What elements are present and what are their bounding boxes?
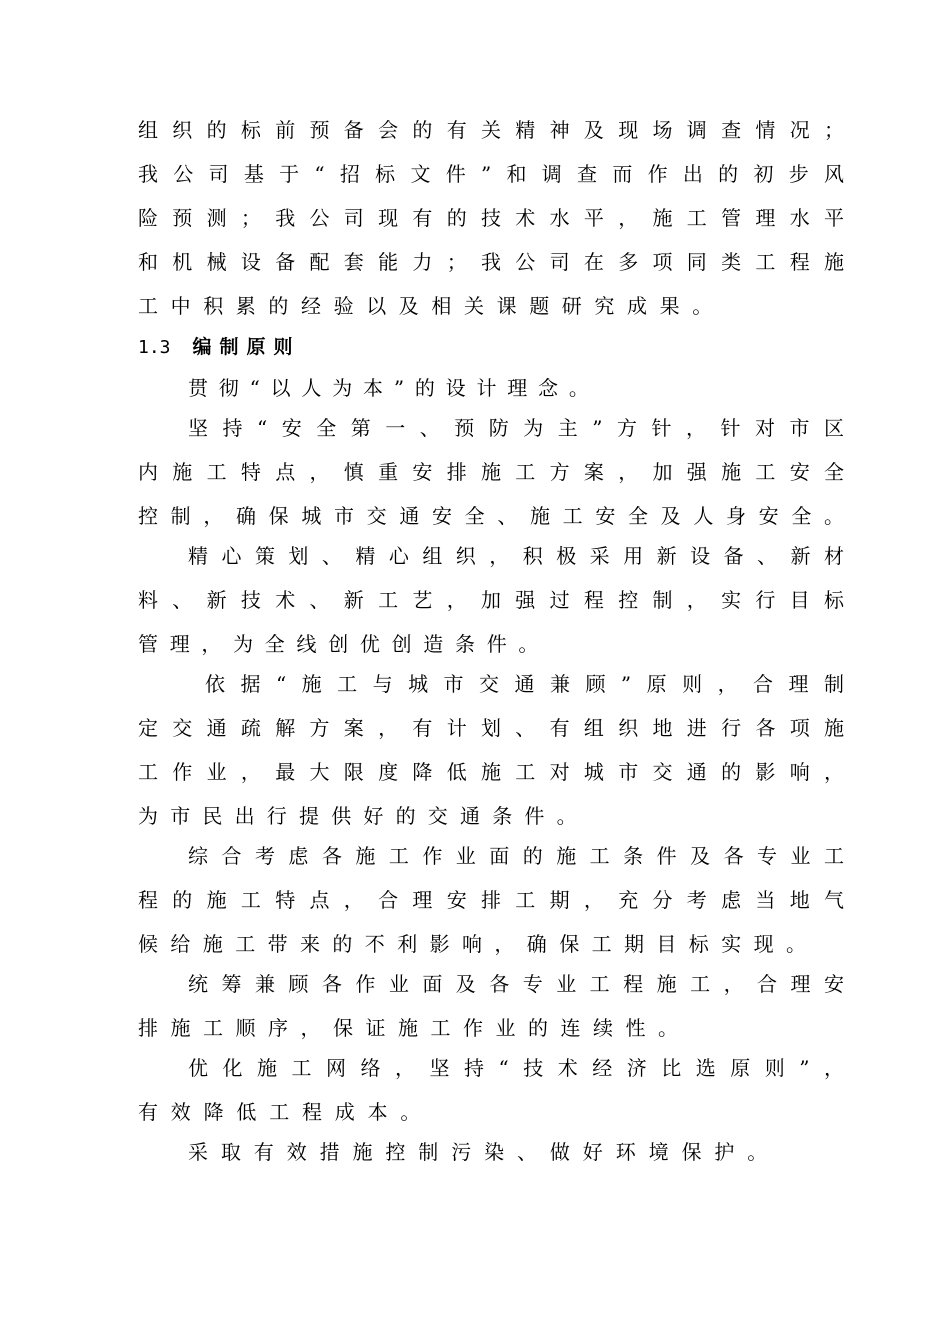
paragraph-line: 精心策划、精心组织，积极采用新设备、新材 bbox=[188, 544, 844, 568]
section-heading bbox=[138, 332, 301, 362]
paragraph-line: 控制，确保城市交通安全、施工安全及人身安全。 bbox=[138, 504, 844, 528]
paragraph-line: 工作业，最大限度降低施工对城市交通的影响， bbox=[138, 760, 844, 784]
section-title: 编制原则 bbox=[192, 336, 301, 358]
text-line: 我公司基于“招标文件”和调查而作出的初步风 bbox=[138, 162, 844, 186]
paragraph-line: 贯彻“以人为本”的设计理念。 bbox=[188, 376, 600, 400]
paragraph-line: 内施工特点，慎重安排施工方案，加强施工安全 bbox=[138, 460, 844, 484]
text-line: 工中积累的经验以及相关课题研究成果。 bbox=[138, 294, 725, 318]
paragraph-line: 定交通疏解方案，有计划、有组织地进行各项施 bbox=[138, 716, 844, 740]
paragraph-line: 为市民出行提供好的交通条件。 bbox=[138, 804, 589, 828]
paragraph-line: 优化施工网络，坚持“技术经济比选原则”， bbox=[188, 1056, 844, 1080]
paragraph-line: 程的施工特点，合理安排工期，充分考虑当地气 bbox=[138, 888, 844, 912]
paragraph-line: 综合考虑各施工作业面的施工条件及各专业工 bbox=[188, 844, 844, 868]
text-line: 组织的标前预备会的有关精神及现场调查情况； bbox=[138, 118, 844, 142]
paragraph-line: 统筹兼顾各作业面及各专业工程施工，合理安 bbox=[188, 972, 844, 996]
paragraph-line: 料、新技术、新工艺，加强过程控制，实行目标 bbox=[138, 588, 844, 612]
paragraph-line: 候给施工带来的不利影响，确保工期目标实现。 bbox=[138, 932, 819, 956]
section-number: 1.3 bbox=[138, 337, 171, 358]
paragraph-line: 管理，为全线创优创造条件。 bbox=[138, 632, 551, 656]
paragraph-line: 有效降低工程成本。 bbox=[138, 1100, 434, 1124]
text-line: 险预测；我公司现有的技术水平，施工管理水平 bbox=[138, 206, 844, 230]
text-line: 和机械设备配套能力；我公司在多项同类工程施 bbox=[138, 250, 844, 274]
paragraph-line: 采取有效措施控制污染、做好环境保护。 bbox=[188, 1140, 781, 1164]
paragraph-line: 依据“施工与城市交通兼顾”原则，合理制 bbox=[205, 672, 844, 696]
paragraph-line: 坚持“安全第一、预防为主”方针，针对市区 bbox=[188, 416, 844, 440]
paragraph-line: 排施工顺序，保证施工作业的连续性。 bbox=[138, 1016, 691, 1040]
